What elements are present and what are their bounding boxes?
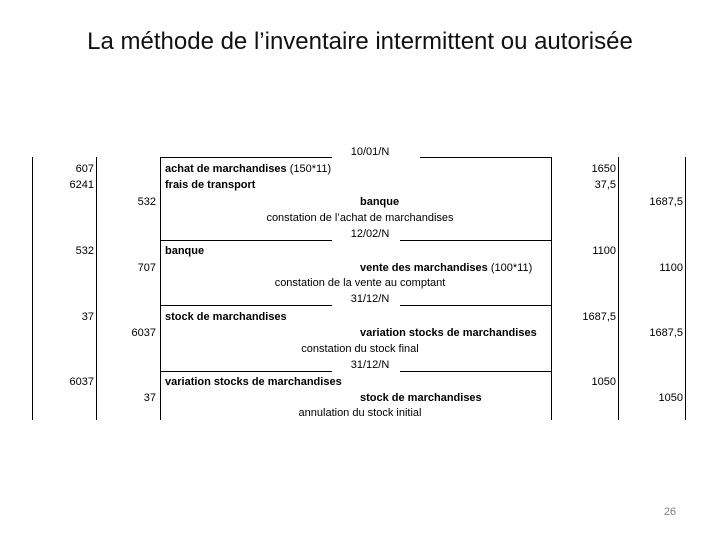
credit-amount: 1050 <box>658 392 683 404</box>
account-label: variation stocks de marchandises <box>360 327 537 339</box>
date-rule <box>420 157 551 158</box>
debit-account: 607 <box>75 163 94 175</box>
column-rule <box>160 157 161 420</box>
entry-date: 10/01/N <box>350 146 390 158</box>
credit-account: 37 <box>143 392 156 404</box>
credit-amount: 1100 <box>659 262 683 274</box>
date-rule <box>160 371 332 372</box>
label-detail: (150*11) <box>286 163 332 175</box>
debit-amount: 1687,5 <box>582 311 616 323</box>
page-number: 26 <box>663 506 677 518</box>
credit-account: 707 <box>137 262 156 274</box>
entry-date: 31/12/N <box>350 359 390 371</box>
column-rule <box>618 157 619 420</box>
date-rule <box>160 157 332 158</box>
account-label: frais de transport <box>165 179 256 191</box>
debit-amount: 1650 <box>591 163 616 175</box>
account-label: stock de marchandises <box>360 392 482 404</box>
entry-line-label <box>165 162 331 176</box>
column-rule <box>685 157 686 420</box>
credit-account: 532 <box>137 196 156 208</box>
debit-account: 6037 <box>69 376 94 388</box>
entry-date: 31/12/N <box>350 293 390 305</box>
account-label: vente des marchandises <box>360 262 488 274</box>
debit-account: 37 <box>81 311 94 323</box>
slide-title: La méthode de l’inventaire intermittent ou autorisée <box>87 28 633 55</box>
credit-amount: 1687,5 <box>649 327 683 339</box>
debit-account: 532 <box>75 245 94 257</box>
column-rule <box>96 157 97 420</box>
column-rule <box>32 157 33 420</box>
account-label: variation stocks de marchandises <box>165 376 342 388</box>
date-rule <box>160 305 332 306</box>
account-label: achat de marchandises <box>165 163 287 175</box>
label-detail: (100*11) <box>487 262 533 274</box>
credit-amount: 1687,5 <box>649 196 683 208</box>
debit-amount: 1100 <box>592 245 616 257</box>
account-label: banque <box>360 196 400 208</box>
entry-description: annulation du stock initial <box>298 407 422 419</box>
account-label: stock de marchandises <box>165 311 287 323</box>
debit-account: 6241 <box>69 179 94 191</box>
credit-account: 6037 <box>131 327 156 339</box>
debit-amount: 1050 <box>591 376 616 388</box>
debit-amount: 37,5 <box>594 179 616 191</box>
column-rule <box>551 157 552 420</box>
entry-description: constation de la vente au comptant <box>274 277 446 289</box>
entry-description: constation du stock final <box>301 343 419 355</box>
entry-date: 12/02/N <box>350 228 390 240</box>
date-rule <box>160 240 332 241</box>
entry-description: constation de l’achat de marchandises <box>266 212 454 224</box>
entry-line-label <box>360 261 532 275</box>
account-label: banque <box>165 245 205 257</box>
